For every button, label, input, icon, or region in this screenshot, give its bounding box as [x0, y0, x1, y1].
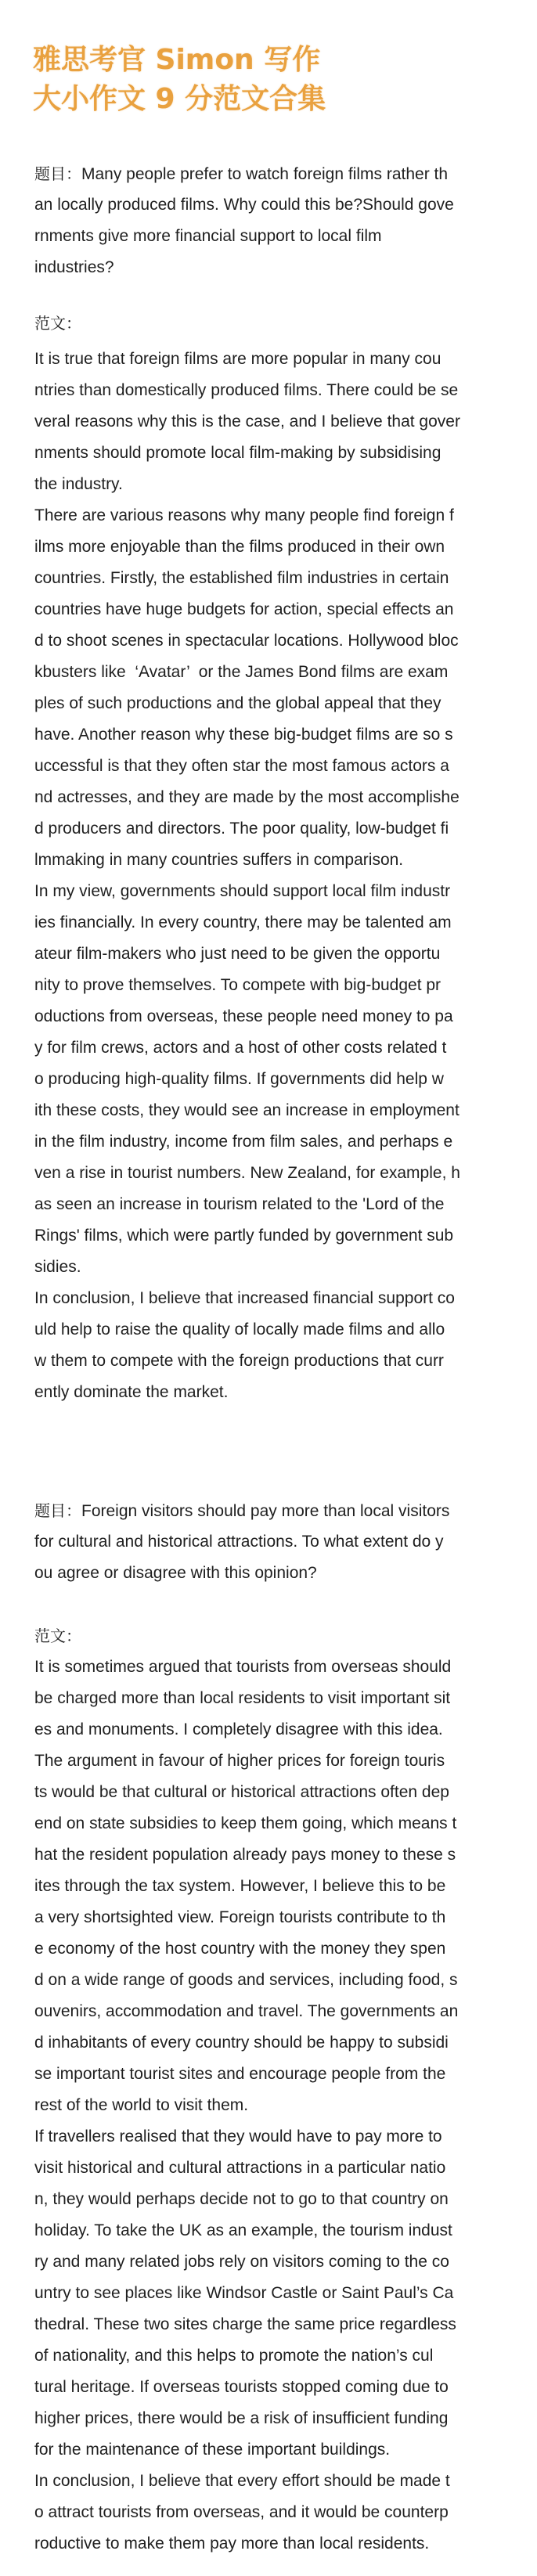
question-label: 题目： — [34, 1501, 81, 1520]
essay-1-answer — [34, 344, 512, 1408]
answer-line: d on a wide range of goods and services, including food, s — [34, 1971, 458, 1989]
answer-line: ith these costs, they would see an increase in employment — [34, 1101, 460, 1119]
essay-2-answer — [34, 1652, 512, 2560]
answer-line: sidies. — [34, 1258, 81, 1276]
answer-line: In conclusion, I believe that every effort should be made t — [34, 2472, 450, 2490]
question-text: Many people prefer to watch foreign films rather th — [81, 165, 449, 183]
answer-line: higher prices, there would be a risk of insufficient funding — [34, 2409, 449, 2427]
answer-line: e economy of the host country with the money they spen — [34, 1940, 446, 1958]
essay-1-answer-label: 范文： — [34, 314, 81, 333]
answer-line: It is true that foreign films are more popular in many cou — [34, 350, 441, 368]
answer-line: visit historical and cultural attractions in a particular natio — [34, 2159, 446, 2177]
answer-line: nity to prove themselves. To compete with big-budget pr — [34, 976, 441, 994]
page-title — [33, 41, 326, 119]
answer-line: be charged more than local residents to visit important sit — [34, 1689, 451, 1707]
answer-line: There are various reasons why many people find foreign f — [34, 506, 454, 524]
question-line: rnments give more financial support to local film — [34, 227, 382, 245]
answer-line: holiday. To take the UK as an example, the tourism indust — [34, 2221, 452, 2239]
answer-line: countries. Firstly, the established film industries in certain — [34, 569, 449, 587]
answer-line: The argument in favour of higher prices for foreign touris — [34, 1752, 445, 1770]
answer-line: ilms more enjoyable than the films produced in their own — [34, 538, 445, 556]
question-line: an locally produced films. Why could this be?Should gove — [34, 196, 454, 214]
answer-line: y for film crews, actors and a host of other costs related t — [34, 1039, 447, 1057]
answer-line: ies financially. In every country, there may be talented am — [34, 913, 452, 931]
answer-line: nd actresses, and they are made by the most accomplishe — [34, 788, 460, 806]
answer-line: in the film industry, income from film sales, and perhaps e — [34, 1133, 453, 1151]
answer-line: of nationality, and this helps to promote the nation’s cul — [34, 2347, 434, 2365]
answer-line: es and monuments. I completely disagree with this idea. — [34, 1720, 443, 1738]
answer-line: ently dominate the market. — [34, 1383, 229, 1401]
answer-line: end on state subsidies to keep them going, which means t — [34, 1814, 457, 1832]
answer-line: In my view, governments should support local film industr — [34, 882, 451, 900]
answer-line: ples of such productions and the global appeal that they — [34, 694, 441, 712]
question-line: industries? — [34, 258, 114, 276]
answer-line: ites through the tax system. However, I believe this to be — [34, 1877, 446, 1895]
answer-line: rest of the world to visit them. — [34, 2096, 249, 2114]
answer-line: It is sometimes argued that tourists from overseas should — [34, 1658, 452, 1676]
answer-line: d inhabitants of every country should be happy to subsidi — [34, 2034, 449, 2052]
answer-line: ts would be that cultural or historical attractions often dep — [34, 1783, 449, 1801]
answer-line: nments should promote local film-making by subsidising — [34, 444, 441, 462]
answer-line: se important tourist sites and encourage people from the — [34, 2065, 446, 2083]
answer-line: roductive to make them pay more than local residents. — [34, 2535, 430, 2553]
answer-line: as seen an increase in tourism related to the 'Lord of the — [34, 1195, 445, 1213]
answer-line: n, they would perhaps decide not to go to that country on — [34, 2190, 449, 2208]
essay-2-question — [34, 1495, 512, 1589]
answer-line: countries have huge budgets for action, special effects an — [34, 600, 454, 618]
answer-line: If travellers realised that they would have to pay more to — [34, 2127, 442, 2145]
answer-line: ateur film-makers who just need to be given the opportu — [34, 945, 441, 963]
question-line — [34, 158, 512, 189]
question-line: for cultural and historical attractions. To what extent do y — [34, 1533, 444, 1551]
answer-line: the industry. — [34, 475, 123, 493]
answer-line: d to shoot scenes in spectacular locations. Hollywood bloc — [34, 632, 459, 650]
answer-line: ry and many related jobs rely on visitors coming to the co — [34, 2253, 449, 2271]
answer-line: untry to see places like Windsor Castle or Saint Paul’s Ca — [34, 2284, 454, 2302]
answer-line: uccessful is that they often star the most famous actors a — [34, 757, 449, 775]
answer-line: w them to compete with the foreign productions that curr — [34, 1352, 444, 1370]
answer-line: lmmaking in many countries suffers in comparison. — [34, 851, 404, 869]
answer-line: have. Another reason why these big-budget films are so s — [34, 726, 453, 744]
answer-line: o attract tourists from overseas, and it would be counterp — [34, 2503, 449, 2521]
answer-line: a very shortsighted view. Foreign tourists contribute to th — [34, 1908, 446, 1926]
title-line-1: 雅思考官 Simon 写作 — [33, 44, 321, 76]
answer-line: thedral. These two sites charge the same price regardless — [34, 2315, 456, 2333]
answer-line: veral reasons why this is the case, and I believe that gover — [34, 413, 460, 431]
answer-line: In conclusion, I believe that increased financial support co — [34, 1289, 455, 1307]
question-line: ou agree or disagree with this opinion? — [34, 1564, 317, 1582]
answer-line: Rings' films, which were partly funded by government sub — [34, 1227, 454, 1245]
answer-line: kbusters like ‘Avatar’ or the James Bond films are exam — [34, 663, 449, 681]
answer-line: oductions from overseas, these people need money to pa — [34, 1007, 453, 1025]
answer-line: hat the resident population already pays money to these s — [34, 1846, 456, 1864]
title-line-2: 大小作文 9 分范文合集 — [33, 83, 326, 115]
answer-line: tural heritage. If overseas tourists stopped coming due to — [34, 2378, 449, 2396]
answer-line: ven a rise in tourist numbers. New Zealand, for example, h — [34, 1164, 460, 1182]
answer-line: uld help to raise the quality of locally made films and allo — [34, 1320, 445, 1338]
answer-line: o producing high-quality films. If governments did help w — [34, 1070, 444, 1088]
question-label: 题目： — [34, 164, 81, 183]
question-line — [34, 1495, 512, 1526]
answer-line: d producers and directors. The poor quality, low-budget fi — [34, 820, 449, 838]
essay-2-answer-label: 范文： — [34, 1627, 81, 1645]
essay-1-question — [34, 158, 512, 283]
answer-line: ouvenirs, accommodation and travel. The governments an — [34, 2002, 459, 2020]
question-text: Foreign visitors should pay more than local visitors — [81, 1502, 450, 1520]
answer-line: for the maintenance of these important buildings. — [34, 2441, 391, 2459]
answer-line: ntries than domestically produced films. There could be se — [34, 381, 459, 399]
